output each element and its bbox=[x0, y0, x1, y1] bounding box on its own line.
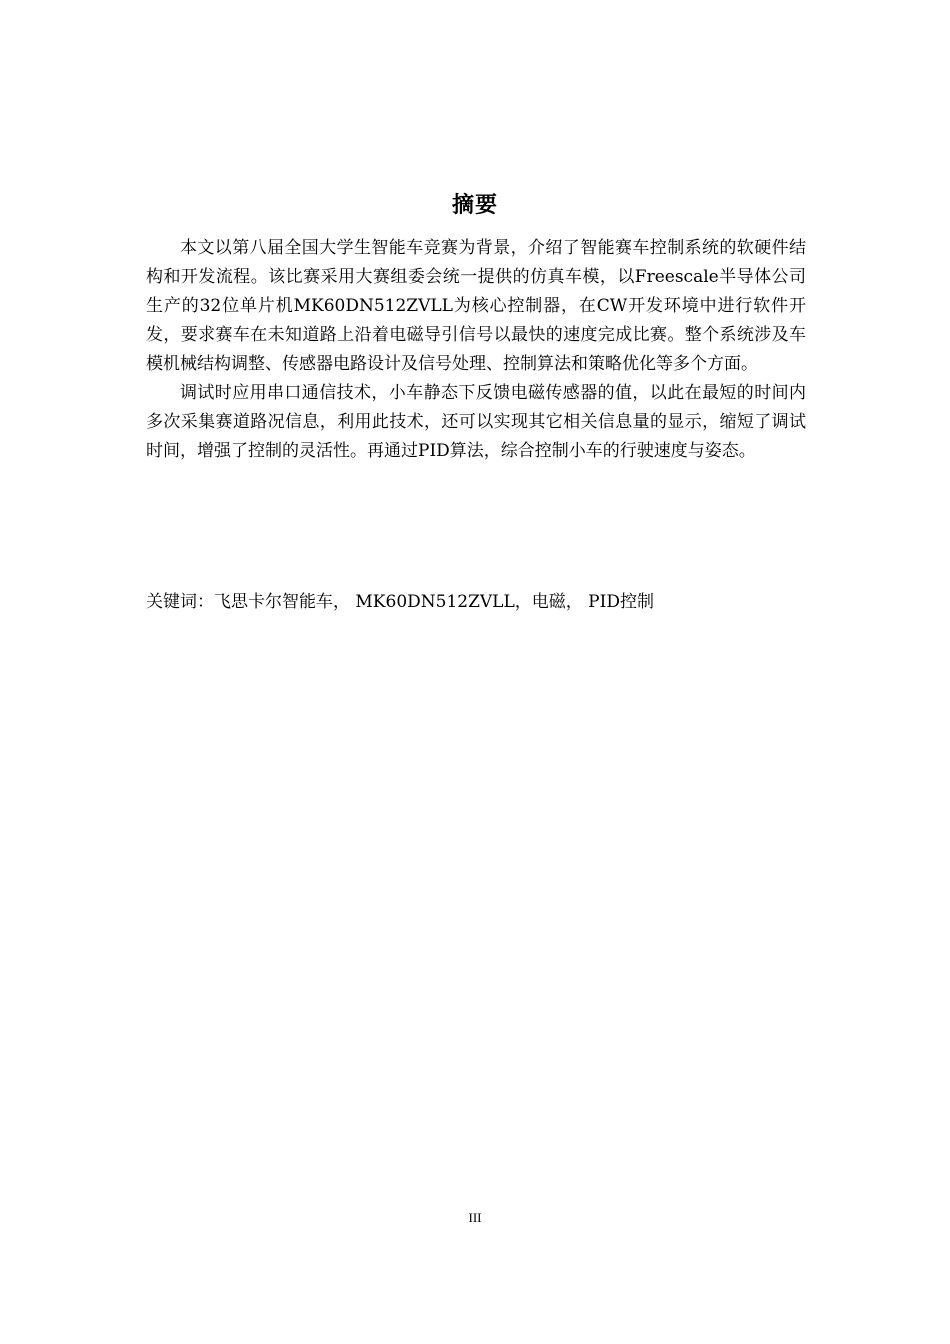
abstract-paragraph-2: 调试时应用串口通信技术，小车静态下反馈电磁传感器的值，以此在最短的时间内多次采集赛道路况信息，利用此技术，还可以实现其它相关信息量的显示，缩短了调试时间，增强了控制的灵活性。再通过PID算法，综合控制小车的行驶速度与姿态。 bbox=[146, 383, 806, 461]
keywords-line: 关键词：飞思卡尔智能车， MK60DN512ZVLL，电磁， PID控制 bbox=[146, 592, 654, 612]
abstract-body bbox=[146, 234, 806, 466]
page-number: III bbox=[468, 1210, 482, 1225]
abstract-title: 摘要 bbox=[451, 193, 498, 218]
abstract-paragraph-1: 本文以第八届全国大学生智能车竞赛为背景，介绍了智能赛车控制系统的软硬件结构和开发流程。该比赛采用大赛组委会统一提供的仿真车模，以Freescale半导体公司生产的32位单片机MK60DN512ZVLL为核心控制器，在CW开发环境中进行软件开发，要求赛车在未知道路上沿着电磁导引信号以最快的速度完成比赛。整个系统涉及车模机械结构调整、传感器电路设计及信号处理、控制算法和策略优化等多个方面。 bbox=[146, 238, 806, 374]
